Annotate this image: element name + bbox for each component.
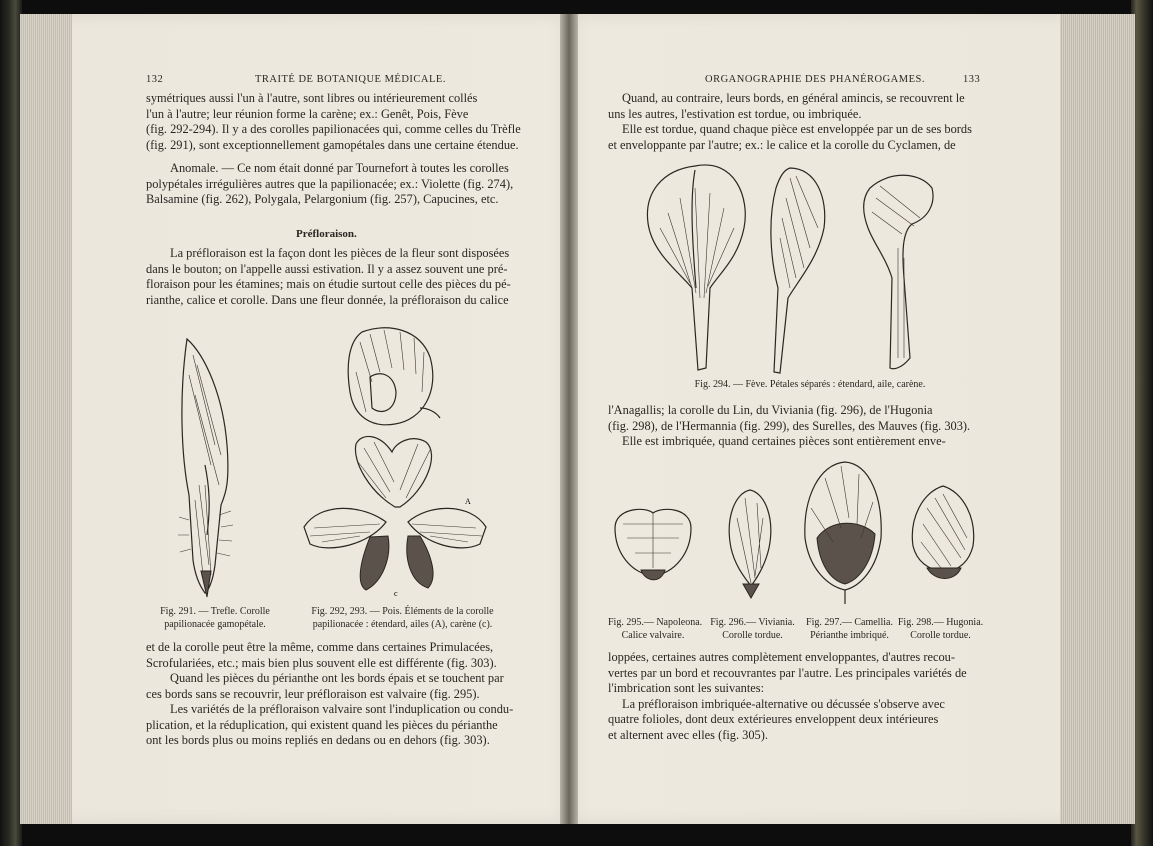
- figure-291-caption: [150, 606, 280, 631]
- text-line: l'un à l'autre; leur réunion forme la carène; ex.: Genêt, Pois, Fève: [146, 106, 469, 121]
- caption-line: Calice valvaire.: [621, 629, 685, 641]
- caption-line: Fig. 292, 293. — Pois. Éléments de la corolle: [311, 606, 494, 617]
- text-line: rianthe, calice et corolle. Dans une fleur donnée, la préfloraison du calice: [146, 292, 509, 307]
- text-line: et alternent avec elles (fig. 305).: [608, 727, 768, 742]
- text-line: et de la corolle peut être la même, comme dans certaines Primulacées,: [146, 640, 494, 654]
- text-line: loppées, certaines autres complètement enveloppantes, d'autres recou-: [608, 650, 955, 664]
- right-page-number: 133: [963, 74, 981, 85]
- figure-295-caption: [608, 617, 703, 642]
- left-paragraph-2: [146, 161, 516, 208]
- text-line: (fig. 291), sont exceptionnellement gamopétales dans une certaine étendue.: [146, 137, 519, 152]
- figure-label-a: A: [465, 497, 471, 506]
- figure-297-camellia: [805, 462, 881, 604]
- left-paragraph-1: [146, 91, 521, 153]
- caption-line: Corolle tordue.: [722, 629, 783, 641]
- text-line: l'imbrication sont les suivantes:: [608, 681, 765, 695]
- right-page-stack: [1060, 14, 1135, 824]
- figure-297-caption: [802, 617, 897, 642]
- text-line: polypétales irrégulières autres que la papilionacée; ex.: Violette (fig. 274),: [146, 176, 514, 191]
- caption-line: papilionacée gamopétale.: [164, 618, 266, 630]
- figure-292-caption: [290, 606, 515, 631]
- text-line: Scrofulariées, etc.; mais bien plus souvent elle est différente (fig. 303).: [146, 655, 497, 670]
- text-line: (fig. 298), de l'Hermannia (fig. 299), des Surelles, des Mauves (fig. 303).: [608, 418, 971, 433]
- text-line: floraison pour les étamines; mais on étudie surtout celle des pièces du pé-: [146, 277, 511, 291]
- text-line: La préfloraison est la façon dont les pièces de la fleur sont disposées: [170, 246, 510, 260]
- left-page-stack: [20, 14, 72, 824]
- figure-291-trefle-corolla: [175, 335, 255, 600]
- text-line: Anomale. — Ce nom était donné par Tournefort à toutes les corolles: [170, 161, 509, 175]
- figure-296-caption: [705, 617, 800, 642]
- figure-294-feve-petals: [640, 158, 960, 383]
- book-gutter: [560, 14, 578, 824]
- book-cover-left-edge: [0, 0, 22, 846]
- right-paragraph-1: [608, 91, 980, 153]
- figure-label-c: c: [394, 589, 398, 597]
- text-line: Quand les pièces du périanthe ont les bords épais et se touchent par: [170, 671, 504, 685]
- text-line: dans le bouton; on l'appelle aussi estivation. Il y a assez souvent une pré-: [146, 261, 508, 276]
- figure-294-caption: Fig. 294. — Fève. Pétales séparés : étendard, aile, carène.: [694, 379, 926, 390]
- caption-line: Fig. 297.— Camellia.: [806, 617, 893, 628]
- text-line: La préfloraison imbriquée-alternative ou décussée s'observe avec: [622, 696, 945, 711]
- text-line: quatre folioles, dont deux extérieures enveloppent deux intérieures: [608, 712, 939, 726]
- left-paragraph-4: [146, 640, 516, 749]
- text-line: l'Anagallis; la corolle du Lin, du Viviania (fig. 296), de l'Hugonia: [608, 403, 933, 417]
- text-line: Balsamine (fig. 262), Polygala, Pelargonium (fig. 257), Capucines, etc.: [146, 192, 499, 206]
- right-paragraph-2: [608, 403, 980, 450]
- text-line: Elle est imbriquée, quand certaines pièces sont entièrement enve-: [622, 434, 946, 448]
- text-line: uns les autres, l'estivation est tordue, ou imbriquée.: [608, 106, 862, 121]
- figure-292-293-pois-elements: [300, 322, 495, 597]
- section-heading: Préfloraison.: [296, 228, 357, 240]
- figure-296-viviania: [729, 490, 771, 598]
- left-running-head: TRAITÉ DE BOTANIQUE MÉDICALE.: [255, 74, 446, 85]
- caption-line: Fig. 296.— Viviania.: [710, 617, 795, 628]
- text-line: vertes par un bord et recouvrantes par l'autre. Les principales variétés de: [608, 665, 967, 680]
- text-line: ont les bords plus ou moins repliés en dedans ou en dehors (fig. 303).: [146, 733, 490, 747]
- text-line: Les variétés de la préfloraison valvaire sont l'induplication ou condu-: [170, 702, 514, 716]
- figures-295-298-buds: [605, 458, 985, 608]
- caption-line: Fig. 291. — Trefle. Corolle: [160, 606, 270, 617]
- text-line: plication, et la réduplication, qui existent quand les pièces du périanthe: [146, 717, 498, 732]
- right-running-head: ORGANOGRAPHIE DES PHANÉROGAMES.: [705, 74, 925, 85]
- text-line: ces bords sans se recouvrir, leur préfloraison est valvaire (fig. 295).: [146, 686, 480, 701]
- figure-298-hugonia: [912, 486, 973, 579]
- caption-line: Fig. 295.— Napoleona.: [608, 617, 703, 628]
- figure-295-napoleona: [615, 509, 691, 579]
- left-paragraph-3: [146, 246, 516, 308]
- text-line: symétriques aussi l'un à l'autre, sont libres ou intérieurement collés: [146, 91, 478, 105]
- caption-line: Fig. 298.— Hugonia.: [897, 617, 984, 628]
- right-paragraph-3: [608, 650, 980, 743]
- caption-line: Corolle tordue.: [910, 629, 971, 641]
- figure-298-caption: [893, 617, 988, 642]
- text-line: Elle est tordue, quand chaque pièce est enveloppée par un de ses bords: [622, 122, 972, 136]
- caption-line: Périanthe imbriqué.: [810, 629, 889, 641]
- text-line: et enveloppante par l'autre; ex.: le calice et la corolle du Cyclamen, de: [608, 137, 956, 152]
- caption-line: papilionacée : étendard, ailes (A), carène (c).: [312, 618, 493, 630]
- text-line: Quand, au contraire, leurs bords, en général amincis, se recouvrent le: [622, 91, 965, 105]
- text-line: (fig. 292-294). Il y a des corolles papilionacées qui, comme celles du Trèfle: [146, 122, 521, 136]
- left-page-number: 132: [146, 74, 164, 85]
